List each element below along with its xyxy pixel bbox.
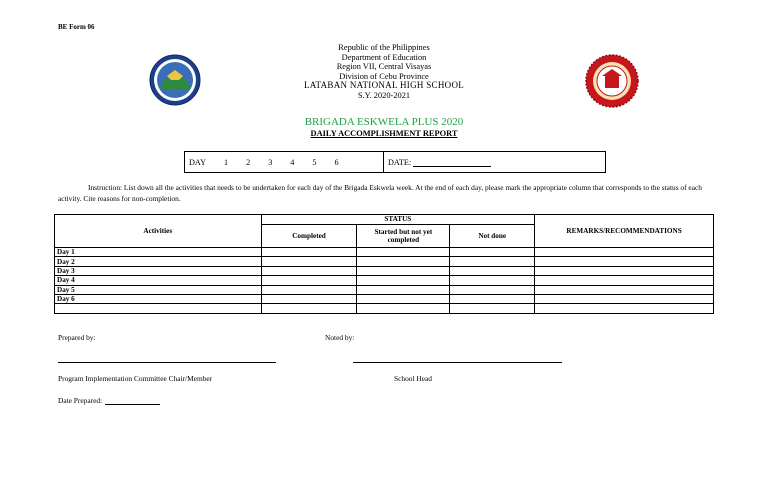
not-done-cell[interactable]	[450, 304, 535, 313]
started-cell[interactable]	[357, 304, 450, 313]
day-row-label: Day 2	[55, 257, 262, 266]
preparer-role: Program Implementation Committee Chair/Member	[58, 374, 213, 383]
started-cell[interactable]	[357, 294, 450, 303]
date-prepared-blank[interactable]	[105, 396, 160, 405]
program-title: BRIGADA ESKWELA PLUS 2020	[304, 116, 464, 128]
completed-cell[interactable]	[261, 276, 357, 285]
header-line: Department of Education	[341, 52, 427, 62]
not-done-cell[interactable]	[450, 294, 535, 303]
remarks-cell[interactable]	[535, 294, 714, 303]
remarks-cell[interactable]	[535, 304, 714, 313]
day-label: DAY	[189, 157, 206, 167]
preparer-signature-line[interactable]	[58, 362, 276, 363]
not-done-cell[interactable]	[450, 276, 535, 285]
table-row	[55, 304, 714, 313]
day-row-label: Day 5	[55, 285, 262, 294]
remarks-cell[interactable]	[535, 248, 714, 257]
started-cell[interactable]	[357, 276, 450, 285]
started-cell[interactable]	[357, 266, 450, 275]
status-table	[54, 214, 714, 314]
started-header: Started but not yet completed	[357, 224, 450, 247]
table-row	[55, 285, 714, 294]
day-option[interactable]: 3	[268, 157, 273, 167]
day-date-box	[184, 151, 606, 173]
noter-role: School Head	[394, 374, 432, 383]
activities-header: Activities	[55, 215, 262, 248]
completed-cell[interactable]	[261, 304, 357, 313]
table-row	[55, 257, 714, 266]
header-line: Republic of the Philippines	[338, 43, 430, 52]
instruction-body: Instruction: List down all the activities that needs to be undertaken for each day of the Brigada Eskwela week. At the end of each day, please mark the appropriate column that corresponds to the status of each activity. Cite reasons for non-completion.	[58, 183, 702, 203]
not-done-cell[interactable]	[450, 285, 535, 294]
completed-cell[interactable]	[261, 294, 357, 303]
prepared-by-label: Prepared by:	[58, 333, 96, 342]
table-row	[55, 248, 714, 257]
school-name: LATABAN NATIONAL HIGH SCHOOL	[303, 80, 465, 91]
date-blank[interactable]	[413, 158, 491, 167]
day-row-label: Day 4	[55, 276, 262, 285]
not-done-header: Not done	[450, 224, 535, 247]
remarks-cell[interactable]	[535, 276, 714, 285]
header-line: Region VII, Central Visayas	[336, 62, 432, 72]
day-selector[interactable]	[185, 152, 384, 172]
noted-by-label: Noted by:	[325, 333, 355, 342]
date-prepared-label: Date Prepared:	[58, 396, 103, 405]
day-option[interactable]: 1	[224, 157, 229, 167]
remarks-cell[interactable]	[535, 257, 714, 266]
completed-header: Completed	[261, 224, 357, 247]
school-year: S.Y. 2020-2021	[357, 90, 411, 100]
remarks-cell[interactable]	[535, 266, 714, 275]
instruction-text	[58, 182, 718, 204]
agency-header	[0, 43, 768, 101]
completed-cell[interactable]	[261, 285, 357, 294]
started-cell[interactable]	[357, 248, 450, 257]
completed-cell[interactable]	[261, 266, 357, 275]
day-row-label: Day 1	[55, 248, 262, 257]
table-row	[55, 294, 714, 303]
date-prepared-field	[58, 396, 160, 405]
day-option[interactable]: 6	[334, 157, 339, 167]
extra-activity-cell[interactable]	[55, 304, 262, 313]
day-option[interactable]: 5	[312, 157, 317, 167]
remarks-header: REMARKS/RECOMMENDATIONS	[535, 215, 714, 248]
header-line: Division of Cebu Province	[339, 71, 429, 81]
date-label: DATE:	[388, 157, 412, 167]
day-row-label: Day 6	[55, 294, 262, 303]
report-title: DAILY ACCOMPLISHMENT REPORT	[310, 129, 458, 138]
not-done-cell[interactable]	[450, 248, 535, 257]
completed-cell[interactable]	[261, 257, 357, 266]
day-option[interactable]: 4	[290, 157, 295, 167]
not-done-cell[interactable]	[450, 257, 535, 266]
day-row-label: Day 3	[55, 266, 262, 275]
table-row	[55, 276, 714, 285]
remarks-cell[interactable]	[535, 285, 714, 294]
not-done-cell[interactable]	[450, 266, 535, 275]
started-cell[interactable]	[357, 285, 450, 294]
date-field[interactable]	[384, 152, 491, 172]
completed-cell[interactable]	[261, 248, 357, 257]
started-cell[interactable]	[357, 257, 450, 266]
table-row	[55, 266, 714, 275]
status-header: STATUS	[261, 215, 535, 225]
form-number: BE Form 06	[58, 23, 95, 31]
noter-signature-line[interactable]	[353, 362, 562, 363]
day-option[interactable]: 2	[246, 157, 251, 167]
